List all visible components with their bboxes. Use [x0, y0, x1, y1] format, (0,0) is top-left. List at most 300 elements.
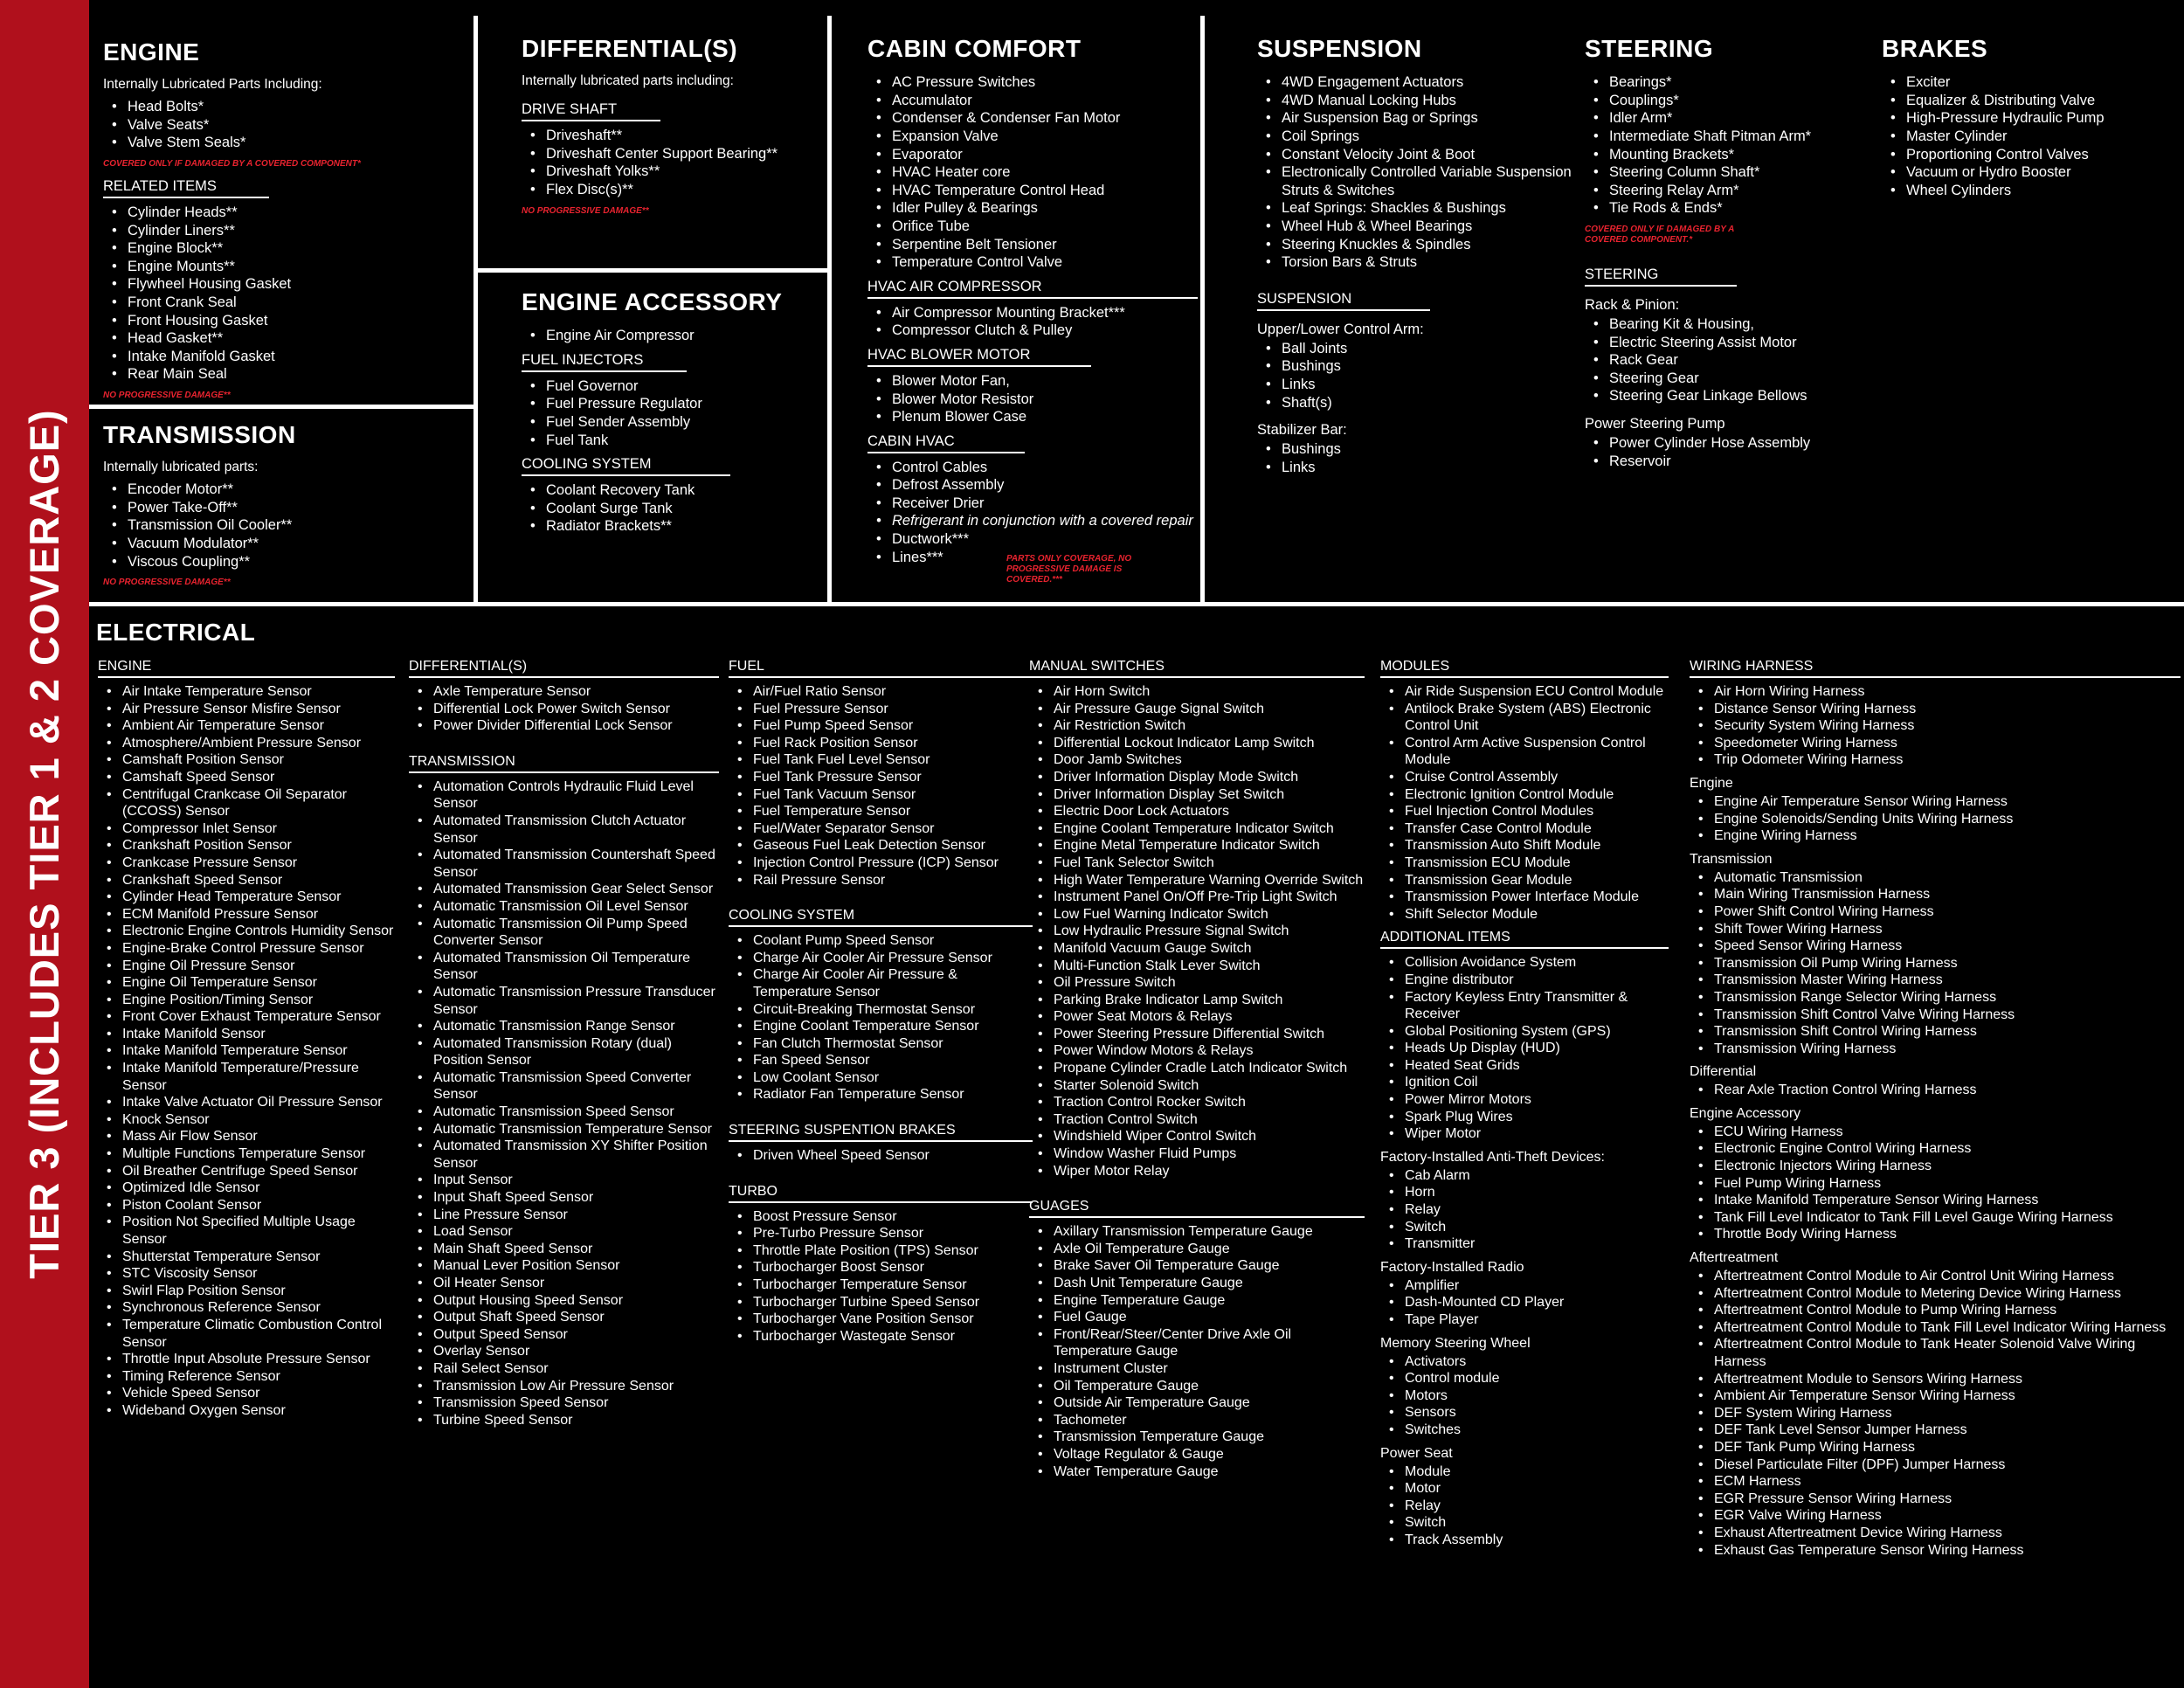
list-item: • Leaf Springs: Shackles & Bushings: [1282, 199, 1572, 218]
list-item: • Engine Metal Temperature Indicator Switch: [1054, 837, 1365, 854]
steering-note: COVERED ONLY IF DAMAGED BY A COVERED COMPONENT.*: [1585, 224, 1734, 245]
list-item: • Aftertreatment Module to Sensors Wiring Harness: [1714, 1371, 2181, 1388]
divider: [89, 602, 2184, 606]
list-item: • Engine Oil Pressure Sensor: [122, 958, 395, 975]
list-item: • Aftertreatment Control Module to Air Control Unit Wiring Harness: [1714, 1268, 2181, 1285]
list-item: • DEF Tank Pump Wiring Harness: [1714, 1439, 2181, 1456]
list-item: • HVAC Heater core: [892, 163, 1198, 182]
list-item: • Driver Information Display Set Switch: [1054, 786, 1365, 804]
list-item: • Wideband Oxygen Sensor: [122, 1402, 395, 1420]
brakes-panel: [1882, 35, 2179, 206]
power-seat-list: [1380, 1463, 1669, 1549]
list-item: • Rear Main Seal: [128, 365, 470, 384]
list-item: • Transmission Temperature Gauge: [1054, 1429, 1365, 1446]
list-item: • Relay: [1405, 1498, 1669, 1515]
wh-engine-list: [1690, 793, 2181, 845]
list-item: • Oil Pressure Switch: [1054, 974, 1365, 992]
list-item: • Axillary Transmission Temperature Gauge: [1054, 1223, 1365, 1241]
list-item: • Charge Air Cooler Air Pressure Sensor: [753, 950, 1033, 967]
list-item: • Bushings: [1282, 357, 1572, 376]
list-item: • Low Fuel Warning Indicator Switch: [1054, 906, 1365, 924]
list-item: • Low Hydraulic Pressure Signal Switch: [1054, 923, 1365, 940]
related-items-heading: RELATED ITEMS: [103, 178, 269, 198]
list-item: • Shift Tower Wiring Harness: [1714, 921, 2181, 938]
list-item: • Automated Transmission Gear Select Sensor: [433, 881, 719, 898]
list-item: • Multi-Function Stalk Lever Switch: [1054, 958, 1365, 975]
manual-switches-heading: MANUAL SWITCHES: [1029, 659, 1365, 678]
list-item: • Head Gasket**: [128, 329, 470, 348]
list-item: • Steering Column Shaft*: [1609, 163, 1873, 182]
additional-items-heading: ADDITIONAL ITEMS: [1380, 930, 1669, 949]
list-item: • Instrument Panel On/Off Pre-Trip Light Switch: [1054, 889, 1365, 906]
differential-note: NO PROGRESSIVE DAMAGE**: [522, 205, 649, 216]
list-item: • Door Jamb Switches: [1054, 751, 1365, 769]
list-item: • Tape Player: [1405, 1311, 1669, 1329]
gauges-heading: GUAGES: [1029, 1199, 1365, 1218]
suspension-panel: [1257, 35, 1572, 483]
list-item: • Transmission Gear Module: [1405, 872, 1669, 889]
wh-engine-label: Engine: [1690, 775, 1733, 791]
list-item: • Automatic Transmission Range Sensor: [433, 1018, 719, 1035]
list-item: • Engine distributor: [1405, 972, 1669, 989]
drive-shaft-list: [522, 127, 823, 198]
list-item: • Transmission Power Interface Module: [1405, 889, 1669, 906]
list-item: • Automated Transmission Countershaft Speed Sensor: [433, 847, 719, 881]
hvac-air-compressor-heading: HVAC AIR COMPRESSOR: [867, 279, 1198, 299]
list-item: • Electronic Engine Control Wiring Harness: [1714, 1140, 2181, 1158]
list-item: • Fuel Rack Position Sensor: [753, 735, 1033, 752]
list-item: • Intake Manifold Temperature Sensor Wiring Harness: [1714, 1192, 2181, 1209]
list-item: • ECM Harness: [1714, 1473, 2181, 1491]
list-item: • Automatic Transmission Temperature Sensor: [433, 1121, 719, 1138]
list-item: • Engine Air Compressor: [546, 327, 823, 345]
list-item: • Transmission ECU Module: [1405, 854, 1669, 872]
list-item: • Transfer Case Control Module: [1405, 820, 1669, 838]
list-item: • Automation Controls Hydraulic Fluid Level Sensor: [433, 778, 719, 813]
list-item: • Automated Transmission XY Shifter Position Sensor: [433, 1138, 719, 1172]
list-item: • Tie Rods & Ends*: [1609, 199, 1873, 218]
list-item: • Sensors: [1405, 1404, 1669, 1422]
list-item: • Atmosphere/Ambient Pressure Sensor: [122, 735, 395, 752]
list-item: • Knock Sensor: [122, 1111, 395, 1129]
list-item: • Outside Air Temperature Gauge: [1054, 1394, 1365, 1412]
hvac-blower-motor-list: [867, 372, 1198, 426]
electrical-steering-suspension-brakes-list: [729, 1147, 1033, 1165]
list-item: • Throttle Plate Position (TPS) Sensor: [753, 1242, 1033, 1260]
list-item: • Air/Fuel Ratio Sensor: [753, 683, 1033, 701]
list-item: • Axle Oil Temperature Gauge: [1054, 1241, 1365, 1258]
list-item: • Constant Velocity Joint & Boot: [1282, 146, 1572, 164]
list-item: • Speed Sensor Wiring Harness: [1714, 937, 2181, 955]
list-item: • Vacuum or Hydro Booster: [1906, 163, 2179, 182]
steering-title: STEERING: [1585, 35, 1714, 62]
electrical-steering-suspension-brakes-heading: STEERING SUSPENTION BRAKES: [729, 1123, 1033, 1142]
list-item: • Engine Mounts**: [128, 258, 470, 276]
list-item: • DEF System Wiring Harness: [1714, 1405, 2181, 1422]
list-item: • Links: [1282, 459, 1572, 477]
list-item: • Refrigerant in conjunction with a covered repair: [892, 512, 1198, 530]
transmission-subtitle: Internally lubricated parts:: [103, 460, 259, 475]
cabin-hvac-list: [867, 459, 1198, 567]
list-item: • Expansion Valve: [892, 128, 1198, 146]
cooling-system-list: [522, 481, 823, 536]
list-item: • Bearing Kit & Housing,: [1609, 315, 1873, 334]
list-item: • High Water Temperature Warning Override Switch: [1054, 872, 1365, 889]
list-item: • Starter Solenoid Switch: [1054, 1077, 1365, 1095]
list-item: • Idler Pulley & Bearings: [892, 199, 1198, 218]
electrical-fuel-list: [729, 683, 1033, 889]
list-item: • Traction Control Switch: [1054, 1111, 1365, 1129]
list-item: • Fuel Injection Control Modules: [1405, 803, 1669, 820]
list-item: • Line Pressure Sensor: [433, 1207, 719, 1224]
list-item: • Head Bolts*: [128, 98, 470, 116]
list-item: • Fuel Tank Pressure Sensor: [753, 769, 1033, 786]
list-item: • Motor: [1405, 1480, 1669, 1498]
list-item: • Wheel Hub & Wheel Bearings: [1282, 218, 1572, 236]
list-item: • Exhaust Aftertreatment Device Wiring Harness: [1714, 1525, 2181, 1542]
anti-theft-list: [1380, 1167, 1669, 1253]
rack-pinion-label: Rack & Pinion:: [1585, 296, 1680, 313]
list-item: • Viscous Coupling**: [128, 553, 470, 571]
list-item: • Fuel Pump Wiring Harness: [1714, 1175, 2181, 1193]
engine-accessory-title: ENGINE ACCESSORY: [522, 288, 783, 315]
list-item: • Control Arm Active Suspension Control Module: [1405, 735, 1669, 769]
list-item: • Ambient Air Temperature Sensor Wiring Harness: [1714, 1387, 2181, 1405]
list-item: • Flex Disc(s)**: [546, 181, 823, 199]
list-item: • Fuel Tank Vacuum Sensor: [753, 786, 1033, 804]
list-item: • Fan Speed Sensor: [753, 1052, 1033, 1069]
list-item: • Collision Avoidance System: [1405, 954, 1669, 972]
list-item: • Steering Knuckles & Spindles: [1282, 236, 1572, 254]
wiring-harness-list: [1690, 683, 2181, 769]
list-item: • Output Shaft Speed Sensor: [433, 1309, 719, 1326]
list-item: • Turbine Speed Sensor: [433, 1412, 719, 1429]
list-item: • Spark Plug Wires: [1405, 1109, 1669, 1126]
list-item: • Pre-Turbo Pressure Sensor: [753, 1225, 1033, 1242]
wh-differential-list: [1690, 1082, 2181, 1099]
wh-transmission-label: Transmission: [1690, 851, 1773, 867]
list-item: • Fuel Pressure Regulator: [546, 395, 823, 413]
list-item: • Condenser & Condenser Fan Motor: [892, 109, 1198, 128]
list-item: • High-Pressure Hydraulic Pump: [1906, 109, 2179, 128]
list-item: • Power Shift Control Wiring Harness: [1714, 903, 2181, 921]
engine-subtitle: Internally Lubricated Parts Including:: [103, 77, 322, 93]
list-item: • Distance Sensor Wiring Harness: [1714, 701, 2181, 718]
list-item: • Aftertreatment Control Module to Tank Fill Level Indicator Wiring Harness: [1714, 1319, 2181, 1337]
list-item: • Exciter: [1906, 73, 2179, 92]
list-item: • Intake Manifold Gasket: [128, 348, 470, 366]
list-item: • EGR Pressure Sensor Wiring Harness: [1714, 1491, 2181, 1508]
list-item: • Propane Cylinder Cradle Latch Indicator Switch: [1054, 1060, 1365, 1077]
cabin-hvac-heading: CABIN HVAC: [867, 433, 1025, 453]
steering-list: [1585, 73, 1873, 218]
list-item: • Differential Lock Power Switch Sensor: [433, 701, 719, 718]
list-item: • Injection Control Pressure (ICP) Sensor: [753, 854, 1033, 872]
list-item: • Blower Motor Resistor: [892, 391, 1198, 409]
list-item: • Instrument Cluster: [1054, 1360, 1365, 1378]
electrical-engine-column: [98, 659, 395, 1427]
hvac-blower-motor-heading: HVAC BLOWER MOTOR: [867, 347, 1091, 367]
list-item: • Transmission Master Wiring Harness: [1714, 972, 2181, 989]
list-item: • Engine Wiring Harness: [1714, 827, 2181, 845]
list-item: • Rear Axle Traction Control Wiring Harness: [1714, 1082, 2181, 1099]
list-item: • Electronic Injectors Wiring Harness: [1714, 1158, 2181, 1175]
list-item: • Shaft(s): [1282, 394, 1572, 412]
list-item: • Front Crank Seal: [128, 294, 470, 312]
list-item: • Window Washer Fluid Pumps: [1054, 1145, 1365, 1163]
list-item: • Ambient Air Temperature Sensor: [122, 717, 395, 735]
tier-title: TIER 3 (INCLUDES TIER 1 & 2 COVERAGE): [21, 409, 67, 1279]
list-item: • Diesel Particulate Filter (DPF) Jumper Harness: [1714, 1456, 2181, 1474]
list-item: • Automatic Transmission Speed Converter Sensor: [433, 1069, 719, 1103]
list-item: • Reservoir: [1609, 453, 1873, 471]
list-item: • Proportioning Control Valves: [1906, 146, 2179, 164]
list-item: • Fuel Tank: [546, 432, 823, 450]
list-item: • Relay: [1405, 1201, 1669, 1219]
list-item: • Air Ride Suspension ECU Control Module: [1405, 683, 1669, 701]
transmission-title: TRANSMISSION: [103, 421, 296, 448]
list-item: • Electronic Ignition Control Module: [1405, 786, 1669, 804]
list-item: • Motors: [1405, 1387, 1669, 1405]
wh-differential-label: Differential: [1690, 1064, 1757, 1080]
power-steering-pump-label: Power Steering Pump: [1585, 415, 1725, 432]
list-item: • Front Cover Exhaust Temperature Sensor: [122, 1008, 395, 1026]
list-item: • Steering Gear: [1609, 370, 1873, 388]
list-item: • Air Pressure Gauge Signal Switch: [1054, 701, 1365, 718]
list-item: • Intake Valve Actuator Oil Pressure Sensor: [122, 1094, 395, 1111]
list-item: • Mounting Brackets*: [1609, 146, 1873, 164]
list-item: • Encoder Motor**: [128, 481, 470, 499]
list-item: • Centrifugal Crankcase Oil Separator (CCOSS) Sensor: [122, 786, 395, 820]
cabin-comfort-title: CABIN COMFORT: [867, 35, 1082, 62]
list-item: • Plenum Blower Case: [892, 408, 1198, 426]
stabilizer-bar-list: [1257, 440, 1572, 476]
list-item: • Security System Wiring Harness: [1714, 717, 2181, 735]
list-item: • Flywheel Housing Gasket: [128, 275, 470, 294]
manual-switches-list: [1029, 683, 1365, 1180]
list-item: • Fuel Gauge: [1054, 1309, 1365, 1326]
list-item: • Activators: [1405, 1353, 1669, 1371]
list-item: • Gaseous Fuel Leak Detection Sensor: [753, 837, 1033, 854]
list-item: • Rack Gear: [1609, 351, 1873, 370]
list-item: • Orifice Tube: [892, 218, 1198, 236]
list-item: • Boost Pressure Sensor: [753, 1208, 1033, 1226]
list-item: • Driven Wheel Speed Sensor: [753, 1147, 1033, 1165]
engine-accessory-panel: [522, 288, 823, 543]
list-item: • Power Cylinder Hose Assembly: [1609, 434, 1873, 453]
list-item: • 4WD Manual Locking Hubs: [1282, 92, 1572, 110]
divider: [478, 268, 827, 273]
list-item: • Factory Keyless Entry Transmitter & Receiver: [1405, 989, 1669, 1023]
radio-label: Factory-Installed Radio: [1380, 1259, 1524, 1275]
wh-aftertreatment-list: [1690, 1268, 2181, 1559]
list-item: • ECM Manifold Pressure Sensor: [122, 906, 395, 924]
list-item: • Traction Control Rocker Switch: [1054, 1094, 1365, 1111]
cooling-system-heading: COOLING SYSTEM: [522, 456, 730, 476]
differential-title: DIFFERENTIAL(S): [522, 35, 738, 62]
list-item: • Transmitter: [1405, 1235, 1669, 1253]
list-item: • Automatic Transmission: [1714, 869, 2181, 887]
gauges-list: [1029, 1223, 1365, 1480]
list-item: • Switch: [1405, 1219, 1669, 1236]
list-item: • Rail Pressure Sensor: [753, 872, 1033, 889]
cabin-comfort-list: [867, 73, 1198, 272]
list-item: • Coolant Pump Speed Sensor: [753, 932, 1033, 950]
list-item: • Transmission Range Selector Wiring Harness: [1714, 989, 2181, 1007]
list-item: • Switches: [1405, 1422, 1669, 1439]
list-item: • Input Sensor: [433, 1172, 719, 1189]
differential-panel: [522, 35, 823, 225]
list-item: • Transmission Oil Pump Wiring Harness: [1714, 955, 2181, 972]
list-item: • Differential Lockout Indicator Lamp Switch: [1054, 735, 1365, 752]
list-item: • Couplings*: [1609, 92, 1873, 110]
engine-panel: [103, 38, 470, 410]
electrical-differential-heading: DIFFERENTIAL(S): [409, 659, 719, 678]
list-item: • Speedometer Wiring Harness: [1714, 735, 2181, 752]
list-item: • Automated Transmission Rotary (dual) Position Sensor: [433, 1035, 719, 1069]
list-item: • Turbocharger Turbine Speed Sensor: [753, 1294, 1033, 1311]
list-item: • Automatic Transmission Speed Sensor: [433, 1103, 719, 1121]
electrical-title: ELECTRICAL: [96, 619, 256, 646]
list-item: • Transmission Shift Control Valve Wiring Harness: [1714, 1007, 2181, 1024]
electrical-modules-column: [1380, 659, 1669, 1556]
list-item: • Parking Brake Indicator Lamp Switch: [1054, 992, 1365, 1009]
list-item: • Air Restriction Switch: [1054, 717, 1365, 735]
engine-title: ENGINE: [103, 38, 200, 66]
list-item: • Dash Unit Temperature Gauge: [1054, 1275, 1365, 1292]
list-item: • Driveshaft Yolks**: [546, 163, 823, 181]
electrical-differential-column: [409, 659, 719, 1435]
memory-steering-wheel-list: [1380, 1353, 1669, 1439]
list-item: • Blower Motor Fan,: [892, 372, 1198, 391]
list-item: • Electronic Engine Controls Humidity Sensor: [122, 923, 395, 940]
list-item: • Automated Transmission Oil Temperature Sensor: [433, 950, 719, 984]
list-item: • Turbocharger Boost Sensor: [753, 1259, 1033, 1276]
list-item: • HVAC Temperature Control Head: [892, 182, 1198, 200]
list-item: • Valve Stem Seals*: [128, 134, 470, 152]
list-item: • Antilock Brake System (ABS) Electronic Control Unit: [1405, 701, 1669, 735]
list-item: • Engine Air Temperature Sensor Wiring Harness: [1714, 793, 2181, 811]
suspension-subheading: SUSPENSION: [1257, 291, 1430, 311]
list-item: • Piston Coolant Sensor: [122, 1197, 395, 1214]
list-item: • STC Viscosity Sensor: [122, 1265, 395, 1283]
anti-theft-label: Factory-Installed Anti-Theft Devices:: [1380, 1149, 1605, 1165]
transmission-list: [103, 481, 470, 571]
list-item: • Intake Manifold Temperature/Pressure Sensor: [122, 1060, 395, 1094]
list-item: • Load Sensor: [433, 1223, 719, 1241]
list-item: • Throttle Body Wiring Harness: [1714, 1226, 2181, 1243]
electrical-switches-column: [1029, 659, 1365, 1487]
list-item: • Aftertreatment Control Module to Tank Heater Solenoid Valve Wiring Harness: [1714, 1336, 2181, 1370]
list-item: • Fuel/Water Separator Sensor: [753, 820, 1033, 838]
list-item: • Turbocharger Temperature Sensor: [753, 1276, 1033, 1294]
modules-list: [1380, 683, 1669, 923]
power-seat-label: Power Seat: [1380, 1445, 1453, 1461]
electrical-wiring-column: [1690, 659, 2181, 1566]
list-item: • Bearings*: [1609, 73, 1873, 92]
list-item: • Air Pressure Sensor Misfire Sensor: [122, 701, 395, 718]
list-item: • Power Mirror Motors: [1405, 1091, 1669, 1109]
fuel-injectors-list: [522, 377, 823, 449]
list-item: • Coolant Recovery Tank: [546, 481, 823, 500]
list-item: • Engine Solenoids/Sending Units Wiring Harness: [1714, 811, 2181, 828]
list-item: • Fuel Governor: [546, 377, 823, 396]
list-item: • Coolant Surge Tank: [546, 500, 823, 518]
list-item: • Electric Steering Assist Motor: [1609, 334, 1873, 352]
list-item: • DEF Tank Level Sensor Jumper Harness: [1714, 1422, 2181, 1439]
list-item: • Automatic Transmission Oil Pump Speed Converter Sensor: [433, 916, 719, 950]
list-item: • Steering Gear Linkage Bellows: [1609, 387, 1873, 405]
electrical-turbo-heading: TURBO: [729, 1184, 1033, 1203]
list-item: • Turbocharger Vane Position Sensor: [753, 1311, 1033, 1328]
list-item: • Evaporator: [892, 146, 1198, 164]
wh-aftertreatment-label: Aftertreatment: [1690, 1250, 1779, 1266]
list-item: • Front Housing Gasket: [128, 312, 470, 330]
list-item: • Oil Temperature Gauge: [1054, 1378, 1365, 1395]
fuel-injectors-heading: FUEL INJECTORS: [522, 352, 687, 372]
drive-shaft-heading: DRIVE SHAFT: [522, 101, 660, 121]
list-item: • Turbocharger Wastegate Sensor: [753, 1328, 1033, 1346]
list-item: • Shutterstat Temperature Sensor: [122, 1249, 395, 1266]
electrical-fuel-column: [729, 659, 1033, 1352]
list-item: • Fuel Sender Assembly: [546, 413, 823, 432]
list-item: • Transmission Auto Shift Module: [1405, 837, 1669, 854]
electrical-cooling-list: [729, 932, 1033, 1103]
list-item: • Transmission Wiring Harness: [1714, 1041, 2181, 1058]
list-item: • Idler Arm*: [1609, 109, 1873, 128]
list-item: • Timing Reference Sensor: [122, 1368, 395, 1386]
list-item: • Overlay Sensor: [433, 1343, 719, 1360]
list-item: • Power Steering Pressure Differential Switch: [1054, 1026, 1365, 1043]
list-item: • Electric Door Lock Actuators: [1054, 803, 1365, 820]
list-item: • 4WD Engagement Actuators: [1282, 73, 1572, 92]
list-item: • Receiver Drier: [892, 495, 1198, 513]
steering-panel: [1585, 35, 1873, 477]
electrical-engine-heading: ENGINE: [98, 659, 395, 678]
list-item: • Steering Relay Arm*: [1609, 182, 1873, 200]
electrical-transmission-list: [409, 778, 719, 1429]
list-item: • Output Housing Speed Sensor: [433, 1292, 719, 1310]
list-item: • Wiper Motor: [1405, 1125, 1669, 1143]
list-item: • Axle Temperature Sensor: [433, 683, 719, 701]
transmission-note: NO PROGRESSIVE DAMAGE**: [103, 578, 231, 588]
list-item: • Brake Saver Oil Temperature Gauge: [1054, 1257, 1365, 1275]
engine-note: COVERED ONLY IF DAMAGED BY A COVERED COMPONENT*: [103, 158, 361, 169]
list-item: • Transmission Low Air Pressure Sensor: [433, 1378, 719, 1395]
list-item: • Fuel Temperature Sensor: [753, 803, 1033, 820]
list-item: • Output Speed Sensor: [433, 1326, 719, 1344]
engine-list: [103, 98, 470, 152]
list-item: • Global Positioning System (GPS): [1405, 1023, 1669, 1041]
list-item: • Power Take-Off**: [128, 499, 470, 517]
list-item: • Fuel Pump Speed Sensor: [753, 717, 1033, 735]
list-item: • Automatic Transmission Oil Level Sensor: [433, 898, 719, 916]
list-item: • Accumulator: [892, 92, 1198, 110]
modules-heading: MODULES: [1380, 659, 1669, 678]
hvac-air-compressor-list: [867, 304, 1198, 340]
list-item: • Windshield Wiper Control Switch: [1054, 1128, 1365, 1145]
list-item: • Heated Seat Grids: [1405, 1057, 1669, 1075]
list-item: • Cylinder Heads**: [128, 204, 470, 222]
list-item: • Engine Oil Temperature Sensor: [122, 974, 395, 992]
tier-sidebar: [0, 0, 89, 1688]
list-item: • Electronically Controlled Variable Suspension Struts & Switches: [1282, 163, 1572, 199]
list-item: • Air Compressor Mounting Bracket***: [892, 304, 1198, 322]
list-item: • Driver Information Display Mode Switch: [1054, 769, 1365, 786]
list-item: • Rail Select Sensor: [433, 1360, 719, 1378]
related-items-list: [103, 204, 470, 384]
list-item: • EGR Valve Wiring Harness: [1714, 1507, 2181, 1525]
